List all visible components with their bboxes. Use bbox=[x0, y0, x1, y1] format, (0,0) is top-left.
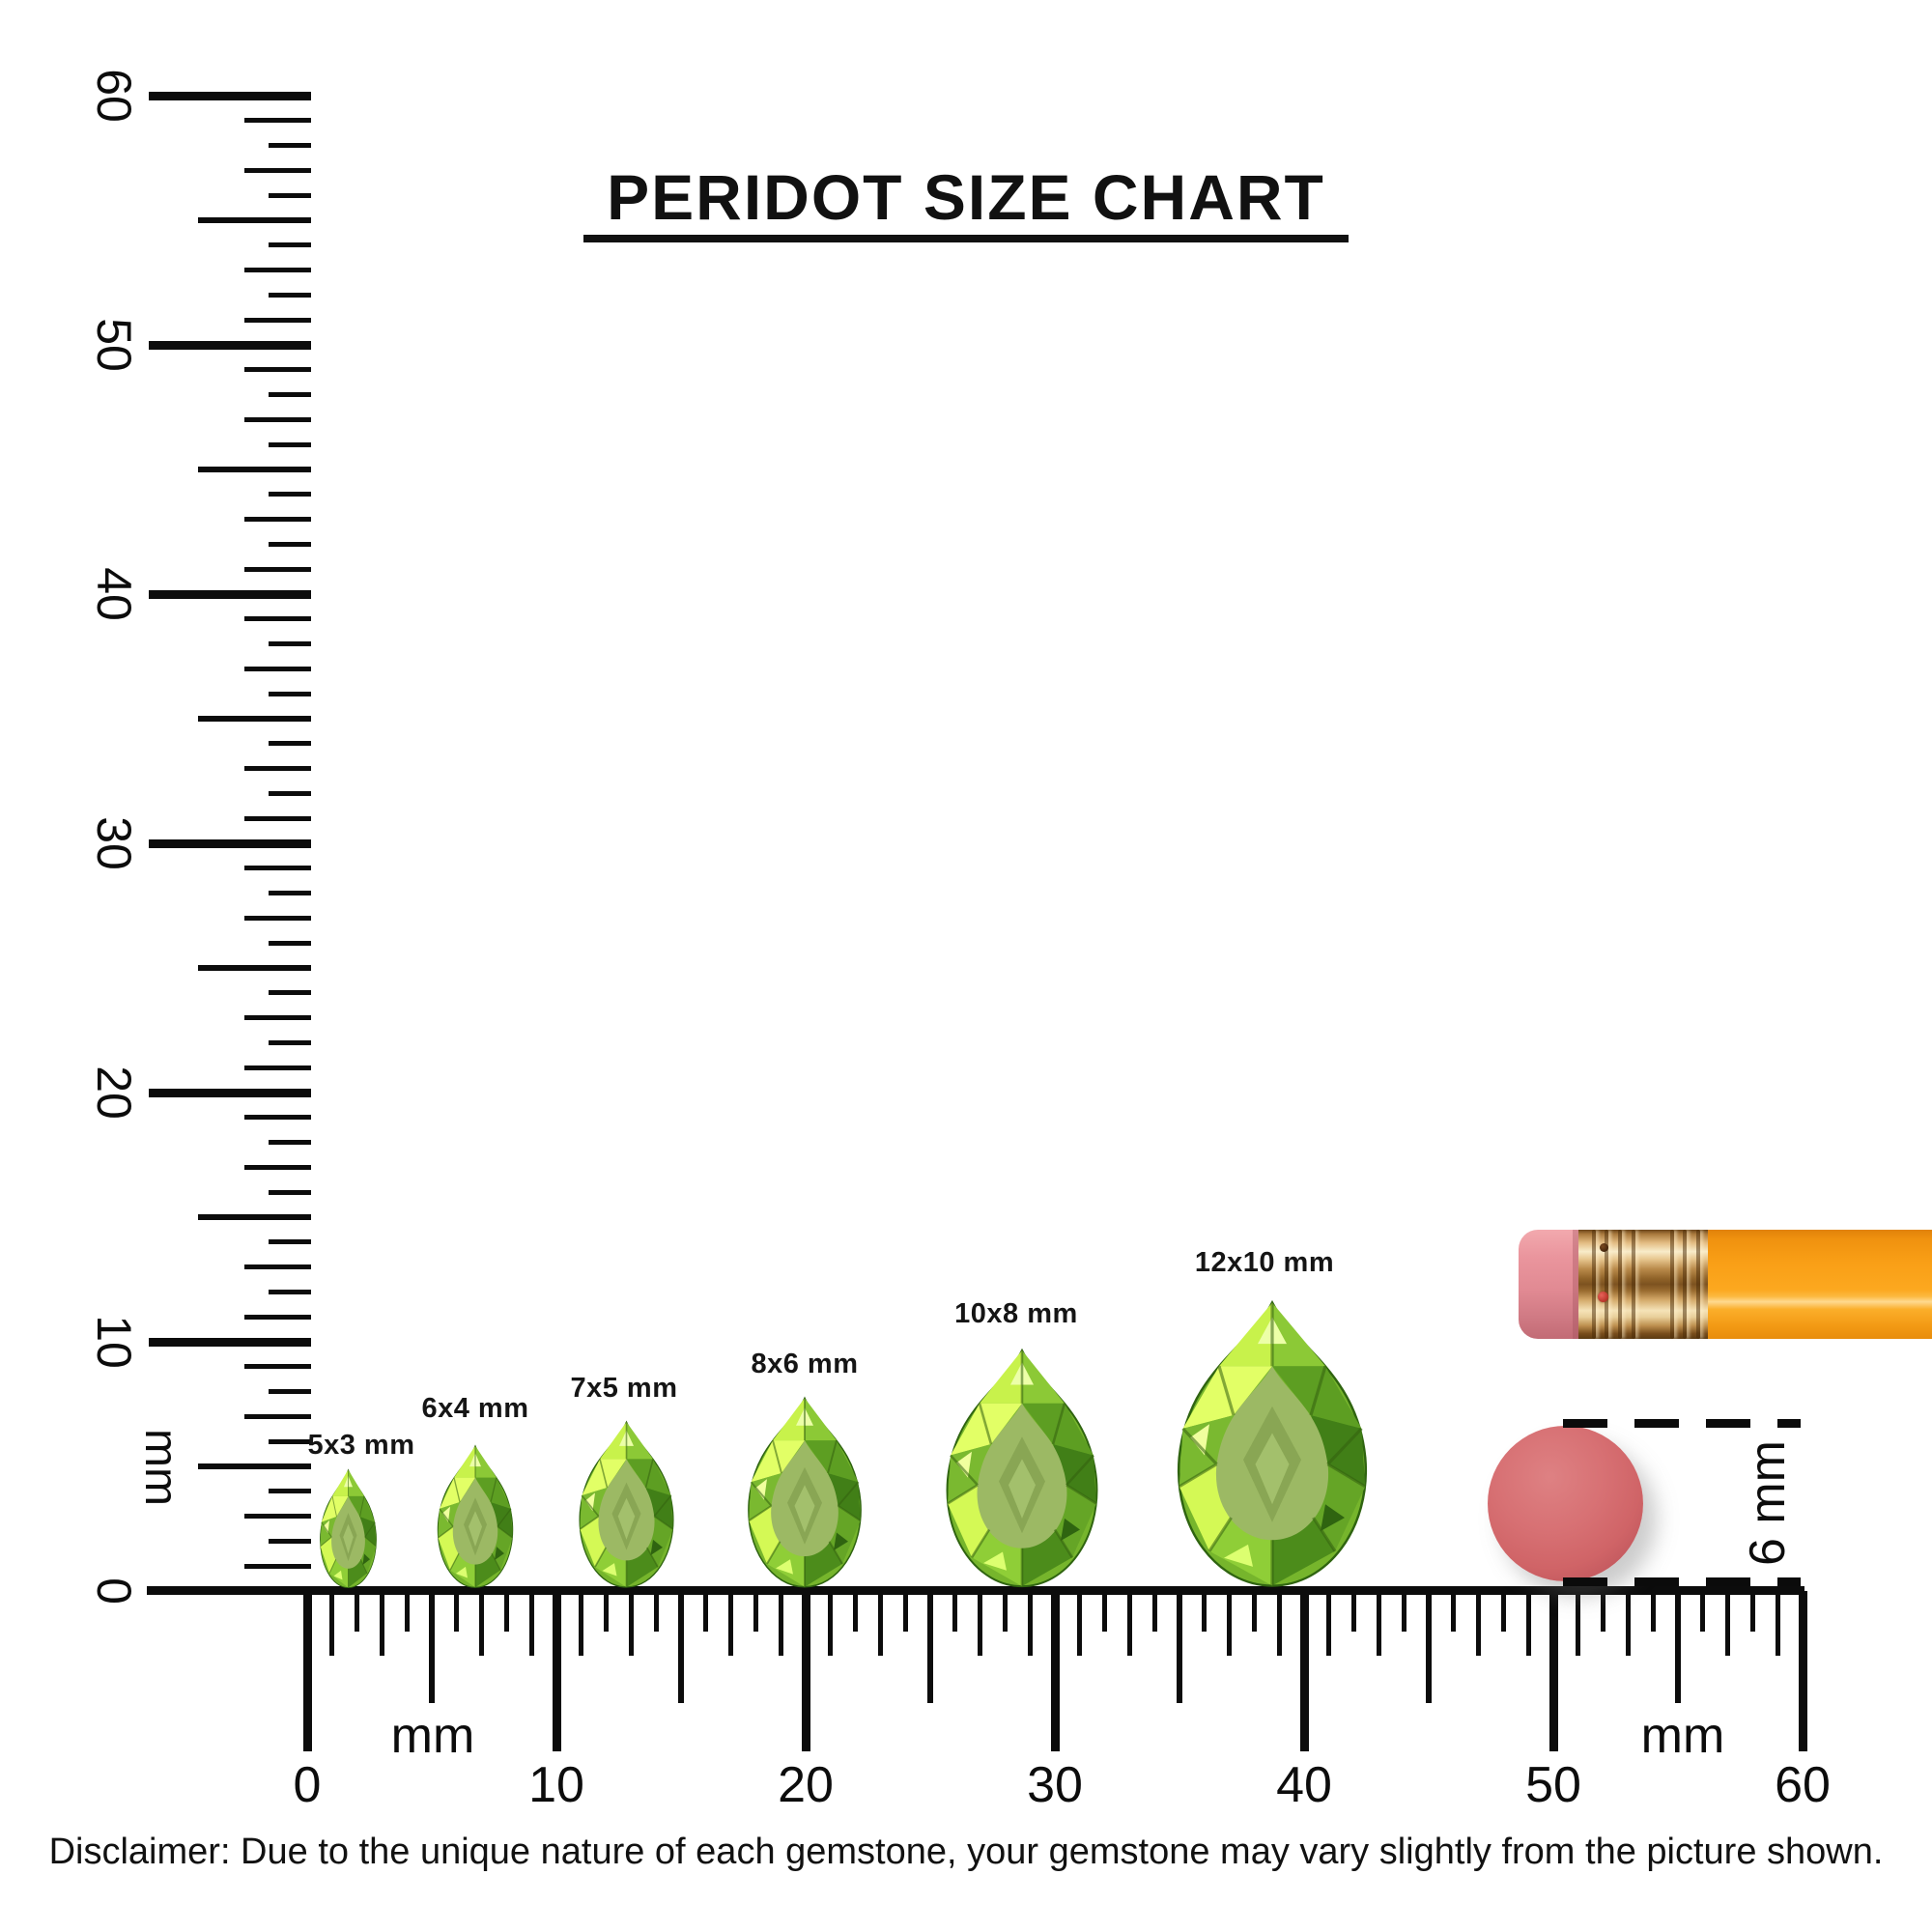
ruler-tick bbox=[269, 442, 311, 447]
size-bracket-top-dash bbox=[1563, 1419, 1801, 1428]
ruler-tick bbox=[269, 941, 311, 946]
ruler-tick bbox=[269, 1140, 311, 1145]
ruler-tick bbox=[429, 1591, 435, 1703]
horizontal-ruler-number: 20 bbox=[778, 1757, 834, 1813]
ruler-tick bbox=[269, 293, 311, 298]
ruler-tick bbox=[1799, 1591, 1807, 1751]
ruler-tick bbox=[269, 1239, 311, 1244]
ruler-tick bbox=[1077, 1591, 1082, 1656]
ruler-tick bbox=[355, 1591, 359, 1632]
horizontal-ruler-number: 60 bbox=[1775, 1757, 1831, 1813]
ruler-tick bbox=[1451, 1591, 1456, 1632]
ruler-tick bbox=[149, 839, 311, 848]
ruler-tick bbox=[244, 916, 311, 921]
ruler-tick bbox=[405, 1591, 410, 1632]
ruler-tick bbox=[269, 641, 311, 646]
ruler-tick bbox=[1227, 1591, 1232, 1656]
ruler-tick bbox=[853, 1591, 858, 1632]
ruler-tick bbox=[244, 517, 311, 522]
ruler-tick bbox=[952, 1591, 957, 1632]
ruler-tick bbox=[269, 1290, 311, 1294]
horizontal-ruler-number: 40 bbox=[1276, 1757, 1332, 1813]
ruler-tick bbox=[198, 1463, 311, 1469]
eraser-disc bbox=[1488, 1426, 1643, 1581]
title-underline bbox=[583, 235, 1349, 242]
pencil bbox=[1519, 1230, 1932, 1339]
ruler-tick bbox=[1750, 1591, 1755, 1632]
ruler-tick bbox=[244, 616, 311, 621]
ruler-tick bbox=[269, 492, 311, 497]
ruler-tick bbox=[1051, 1591, 1060, 1751]
ruler-tick bbox=[198, 965, 311, 971]
ruler-tick bbox=[244, 1264, 311, 1269]
ferrule-groove bbox=[1696, 1230, 1700, 1339]
gem-figure bbox=[732, 1396, 877, 1589]
gem-figure bbox=[312, 1468, 384, 1589]
ferrule-groove bbox=[1683, 1230, 1687, 1339]
vertical-ruler-number: 50 bbox=[87, 318, 141, 372]
ruler-tick bbox=[678, 1591, 684, 1703]
ruler-tick bbox=[1127, 1591, 1132, 1656]
ruler-tick bbox=[1576, 1591, 1580, 1656]
vertical-ruler-number: 30 bbox=[87, 816, 141, 870]
ruler-tick bbox=[1402, 1591, 1406, 1632]
size-bracket-bottom-dash bbox=[1563, 1577, 1801, 1586]
ruler-tick bbox=[269, 1190, 311, 1195]
ruler-tick bbox=[198, 217, 311, 223]
ruler-tick bbox=[1601, 1591, 1605, 1632]
ruler-tick bbox=[269, 242, 311, 247]
pencil-eraser bbox=[1519, 1230, 1580, 1339]
ruler-tick bbox=[1651, 1591, 1656, 1632]
ruler-tick bbox=[244, 1015, 311, 1020]
ruler-tick bbox=[244, 1514, 311, 1519]
ruler-tick bbox=[269, 542, 311, 547]
ruler-tick bbox=[1277, 1591, 1282, 1656]
ruler-tick bbox=[828, 1591, 833, 1656]
ruler-tick bbox=[149, 92, 311, 100]
ruler-tick bbox=[1177, 1591, 1182, 1703]
ruler-tick bbox=[903, 1591, 908, 1632]
ruler-tick bbox=[1426, 1591, 1432, 1703]
vertical-ruler-number: 60 bbox=[87, 69, 141, 123]
ruler-tick bbox=[1300, 1591, 1309, 1751]
ruler-tick bbox=[198, 716, 311, 722]
ruler-tick bbox=[1476, 1591, 1481, 1656]
gem-size-label: 5x3 mm bbox=[307, 1430, 415, 1461]
ruler-tick bbox=[1202, 1591, 1207, 1632]
vertical-ruler-number: 10 bbox=[87, 1315, 141, 1369]
ruler-tick bbox=[269, 1439, 311, 1444]
ruler-tick bbox=[978, 1591, 982, 1656]
ruler-tick bbox=[654, 1591, 659, 1632]
pencil-body bbox=[1708, 1230, 1932, 1339]
ruler-tick bbox=[269, 692, 311, 696]
ruler-tick bbox=[149, 1089, 311, 1097]
ruler-tick bbox=[1776, 1591, 1780, 1656]
ferrule-groove bbox=[1670, 1230, 1674, 1339]
gem-size-label: 6x4 mm bbox=[421, 1393, 529, 1424]
ruler-tick bbox=[504, 1591, 509, 1632]
ruler-tick bbox=[604, 1591, 609, 1632]
ruler-tick bbox=[269, 1489, 311, 1493]
ruler-tick bbox=[927, 1591, 933, 1703]
ruler-tick bbox=[728, 1591, 733, 1656]
ruler-tick bbox=[244, 1115, 311, 1120]
ruler-tick bbox=[149, 341, 311, 350]
ruler-tick bbox=[269, 741, 311, 746]
ruler-tick bbox=[244, 168, 311, 173]
horizontal-ruler-unit-label-left: mm bbox=[390, 1708, 475, 1764]
horizontal-ruler-number: 0 bbox=[293, 1757, 322, 1813]
gem-size-label: 12x10 mm bbox=[1194, 1247, 1335, 1278]
ruler-tick bbox=[244, 417, 311, 422]
ruler-tick bbox=[454, 1591, 459, 1632]
ruler-tick bbox=[244, 1065, 311, 1070]
pencil-ferrule bbox=[1578, 1230, 1708, 1339]
disclaimer-text: Disclaimer: Due to the unique nature of each gemstone, your gemstone may vary slightly from the picture shown. bbox=[48, 1832, 1884, 1872]
ruler-tick bbox=[244, 816, 311, 821]
ruler-tick bbox=[149, 590, 311, 599]
horizontal-ruler-number: 50 bbox=[1525, 1757, 1581, 1813]
ruler-tick bbox=[1102, 1591, 1107, 1632]
ruler-tick bbox=[703, 1591, 708, 1632]
ferrule-groove bbox=[1592, 1230, 1596, 1339]
ruler-tick bbox=[244, 667, 311, 671]
horizontal-ruler-number: 30 bbox=[1027, 1757, 1083, 1813]
gem-figure bbox=[427, 1444, 524, 1589]
horizontal-ruler-number: 10 bbox=[528, 1757, 584, 1813]
ruler-tick bbox=[1351, 1591, 1356, 1632]
gem-figure bbox=[925, 1348, 1119, 1589]
ruler-tick bbox=[269, 990, 311, 995]
ruler-tick bbox=[380, 1591, 384, 1656]
ruler-tick bbox=[269, 392, 311, 397]
ruler-tick bbox=[244, 1364, 311, 1369]
gem-figure bbox=[566, 1420, 687, 1589]
vertical-ruler-number: 0 bbox=[87, 1577, 141, 1605]
ruler-tick bbox=[1526, 1591, 1531, 1656]
ruler-tick bbox=[553, 1591, 561, 1751]
ruler-tick bbox=[1549, 1591, 1558, 1751]
ruler-tick bbox=[779, 1591, 783, 1656]
ruler-tick bbox=[629, 1591, 634, 1656]
ruler-tick bbox=[802, 1591, 810, 1751]
bracket-size-label: 6 mm bbox=[1740, 1440, 1796, 1566]
ruler-tick bbox=[244, 318, 311, 323]
ruler-tick bbox=[244, 268, 311, 272]
gem-size-label: 8x6 mm bbox=[751, 1349, 859, 1379]
ruler-tick bbox=[303, 1591, 312, 1751]
gem-figure bbox=[1151, 1299, 1393, 1589]
ruler-tick bbox=[269, 1040, 311, 1045]
ferrule-groove bbox=[1618, 1230, 1622, 1339]
gem-size-label: 7x5 mm bbox=[570, 1373, 678, 1404]
ferrule-dot-dark bbox=[1600, 1243, 1608, 1252]
ruler-tick bbox=[1725, 1591, 1730, 1656]
ruler-tick bbox=[329, 1591, 334, 1656]
ruler-tick bbox=[244, 1315, 311, 1320]
ruler-tick bbox=[579, 1591, 583, 1656]
vertical-ruler-number: 40 bbox=[87, 567, 141, 621]
ruler-tick bbox=[479, 1591, 484, 1656]
ferrule-dot-red bbox=[1598, 1292, 1608, 1302]
ruler-tick bbox=[1326, 1591, 1331, 1656]
ruler-tick bbox=[244, 1165, 311, 1170]
ruler-tick bbox=[269, 1539, 311, 1544]
ruler-tick bbox=[269, 891, 311, 895]
ferrule-groove bbox=[1632, 1230, 1635, 1339]
ruler-tick bbox=[149, 1338, 311, 1347]
ruler-tick bbox=[753, 1591, 758, 1632]
ruler-tick bbox=[1377, 1591, 1381, 1656]
ruler-tick bbox=[198, 467, 311, 472]
horizontal-ruler-unit-label-right: mm bbox=[1640, 1708, 1725, 1764]
vertical-ruler-unit-label: mm bbox=[135, 1429, 186, 1506]
ruler-tick bbox=[244, 766, 311, 771]
vertical-ruler-number: 20 bbox=[87, 1065, 141, 1120]
ruler-tick bbox=[1252, 1591, 1257, 1632]
ruler-tick bbox=[269, 1389, 311, 1394]
ruler-tick bbox=[1028, 1591, 1033, 1656]
ruler-tick bbox=[1626, 1591, 1631, 1656]
ruler-tick bbox=[1700, 1591, 1705, 1632]
ruler-tick bbox=[1152, 1591, 1157, 1632]
ruler-tick bbox=[244, 118, 311, 123]
ruler-tick bbox=[1501, 1591, 1506, 1632]
ruler-tick bbox=[198, 1214, 311, 1220]
ruler-tick bbox=[244, 1414, 311, 1419]
gem-size-label: 10x8 mm bbox=[954, 1298, 1078, 1329]
ruler-tick bbox=[529, 1591, 534, 1656]
ruler-tick bbox=[244, 367, 311, 372]
ruler-tick bbox=[269, 193, 311, 198]
ruler-tick bbox=[244, 866, 311, 870]
ruler-tick bbox=[269, 143, 311, 148]
page-title: PERIDOT SIZE CHART bbox=[607, 161, 1325, 233]
ruler-tick bbox=[878, 1591, 883, 1656]
ruler-tick bbox=[269, 791, 311, 796]
ruler-tick bbox=[244, 567, 311, 572]
ruler-tick bbox=[1003, 1591, 1008, 1632]
ruler-tick bbox=[244, 1564, 311, 1569]
ruler-tick bbox=[1675, 1591, 1681, 1703]
